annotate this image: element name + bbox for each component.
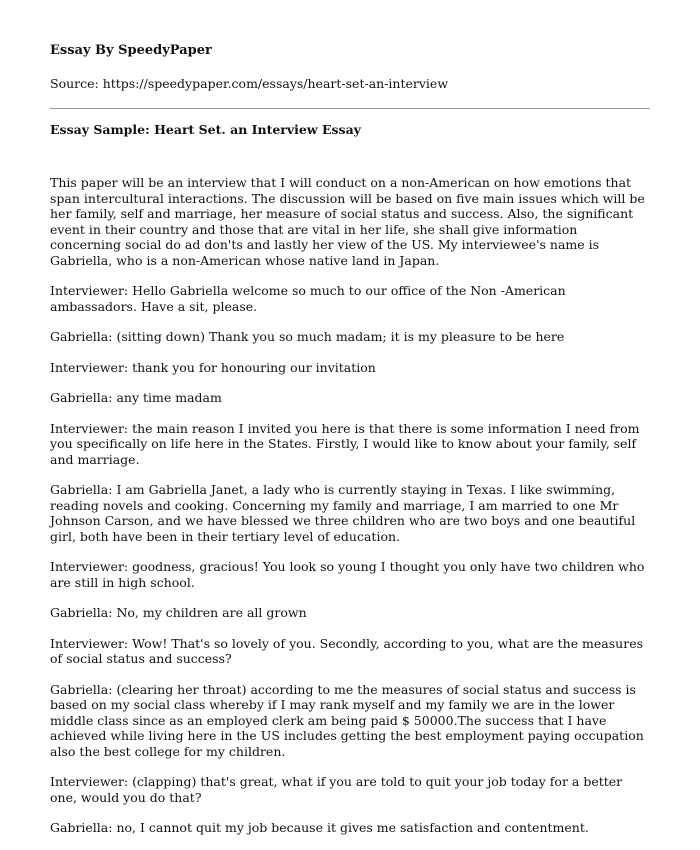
- essay-title: Essay Sample: Heart Set. an Interview Essay: [50, 122, 361, 137]
- paragraph: Gabriella: no, I cannot quit my job because it gives me satisfaction and contentment.: [50, 820, 589, 835]
- essay-body: [50, 175, 650, 836]
- paragraph: Gabriella: No, my children are all grown: [50, 605, 307, 620]
- paragraph: Interviewer: Hello Gabriella welcome so much to our office of the Non -American ambassadors. Have a sit, please.: [50, 283, 566, 314]
- paragraph: Interviewer: (clapping) that's great, what if you are told to quit your job today for a better one, would you do that?: [50, 774, 623, 805]
- paragraph: Gabriella: any time madam: [50, 390, 222, 405]
- paragraph: Gabriella: I am Gabriella Janet, a lady who is currently staying in Texas. I like swimming, reading novels and cooking. Concerning my family and marriage, I am married to one Mr Johnson Carson, and we have blessed we three children who are two boys and one beautiful girl, both have been in their tertiary level of education.: [50, 482, 636, 544]
- brand-title: Essay By SpeedyPaper: [50, 43, 212, 58]
- paragraph: This paper will be an interview that I will conduct on a non-American on how emotions that span intercultural interactions. The discussion will be based on five main issues which will be her family, self and marriage, her measure of social status and success. Also, the significant event in their country and those that are vital in her life, she shall give information concerning social do ad don'ts and lastly her view of the US. My interviewee's name is Gabriella, who is a non-American whose native land in Japan.: [50, 175, 645, 268]
- paragraph: Gabriella: (clearing her throat) according to me the measures of social status and success is based on my social class whereby if I may rank myself and my family we are in the lower middle class since as an employed clerk am being paid $ 50000.The success that I have achieved while living here in the US includes getting the best employment paying occupation also the best college for my children.: [50, 681, 644, 759]
- paragraph: Interviewer: thank you for honouring our invitation: [50, 359, 376, 375]
- paragraph: Interviewer: goodness, gracious! You look so young I thought you only have two children who are still in high school.: [50, 559, 645, 590]
- source-line: Source: https://speedypaper.com/essays/heart-set-an-interview: [50, 76, 449, 91]
- paragraph: Interviewer: the main reason I invited you here is that there is some information I need from you specifically on life here in the States. Firstly, I would like to know about your family, self and marriage.: [50, 420, 640, 467]
- paragraph: Interviewer: Wow! That's so lovely of you. Secondly, according to you, what are the measures of social status and success?: [50, 635, 644, 666]
- paragraph: Gabriella: (sitting down) Thank you so much madam; it is my pleasure to be here: [50, 329, 565, 344]
- header-divider: [50, 108, 650, 109]
